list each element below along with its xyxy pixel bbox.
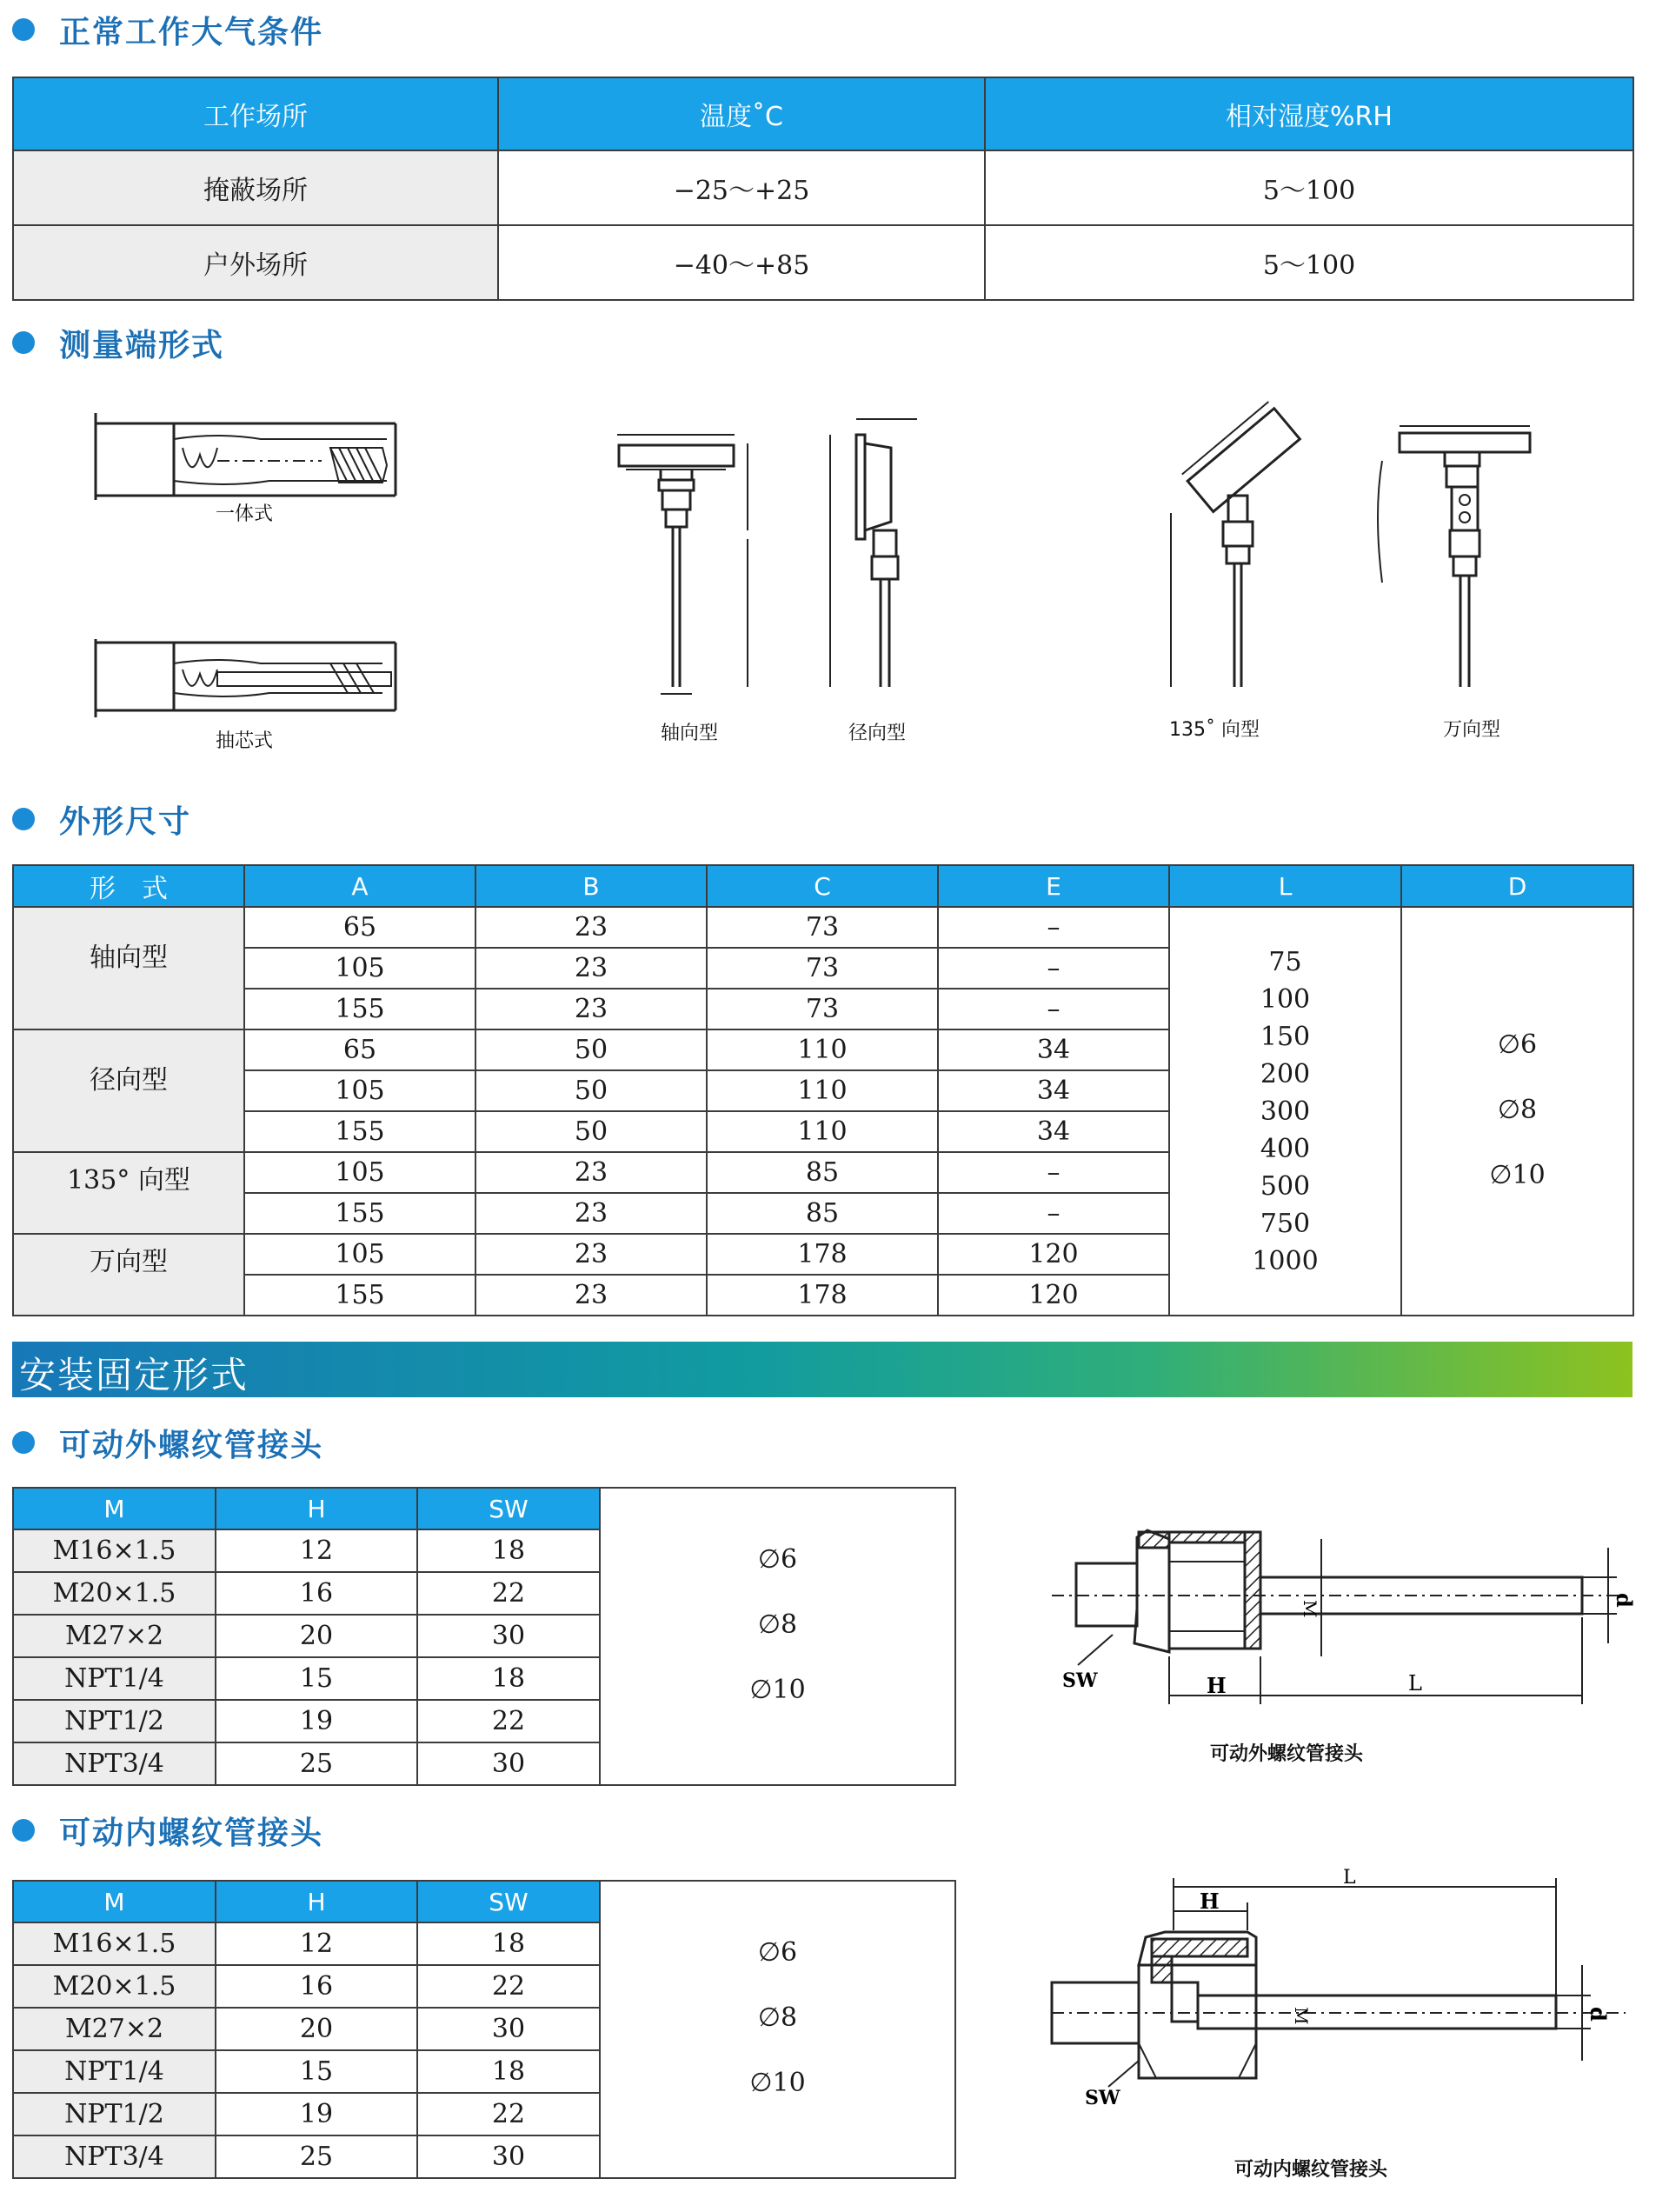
caption-removable: 抽芯式: [216, 730, 274, 752]
d-label: d: [1586, 2007, 1611, 2022]
header-cell: 温度˚C: [498, 77, 985, 150]
table-cell: 34: [938, 1111, 1169, 1152]
table-cell: NPT1/4: [13, 2050, 216, 2093]
table-cell: –: [938, 1193, 1169, 1234]
table-cell: M27×2: [13, 2008, 216, 2050]
table-cell: 22: [417, 2093, 600, 2135]
table-cell: 178: [707, 1275, 938, 1316]
header-cell: SW: [417, 1488, 600, 1529]
universal-type-diagram: [1365, 409, 1565, 704]
l-value: 300: [1260, 1096, 1311, 1127]
table-cell: M16×1.5: [13, 1529, 216, 1572]
caption-radial: 径向型: [848, 723, 907, 744]
table-cell: NPT3/4: [13, 1742, 216, 1785]
l-value: 750: [1260, 1208, 1311, 1239]
table-cell: 105: [244, 948, 475, 989]
group-label: 万向型: [13, 1234, 244, 1316]
table-cell: NPT1/4: [13, 1657, 216, 1700]
dimensions-table: [12, 864, 1634, 1316]
header-cell: 工作场所: [13, 77, 498, 150]
table-cell: 20: [216, 2008, 417, 2050]
section-title: 测量端形式: [59, 327, 225, 363]
group-label: 径向型: [13, 1029, 244, 1152]
section-heading-conditions: [12, 10, 323, 49]
table-cell: 18: [417, 2050, 600, 2093]
table-cell: 22: [417, 1700, 600, 1742]
d-values-cell: [1401, 907, 1633, 1316]
table-cell: 155: [244, 1111, 475, 1152]
d-value: ∅8: [757, 1609, 798, 1640]
h-label: H: [1200, 1889, 1220, 1914]
table-cell: 50: [475, 1029, 707, 1070]
table-cell: 19: [216, 1700, 417, 1742]
section-title: 外形尺寸: [59, 803, 192, 840]
table-cell: 65: [244, 907, 475, 948]
header-cell: H: [216, 1488, 417, 1529]
table-cell: 20: [216, 1615, 417, 1657]
table-cell: M20×1.5: [13, 1965, 216, 2008]
table-cell: 户外场所: [13, 225, 498, 300]
external-thread-table: [12, 1487, 956, 1786]
table-cell: –: [938, 989, 1169, 1029]
table-cell: 5～100: [985, 150, 1633, 225]
l-value: 1000: [1252, 1245, 1319, 1276]
m-label: M: [1291, 2007, 1312, 2025]
table-cell: 12: [216, 1529, 417, 1572]
axial-type-diagram: [608, 426, 756, 704]
removable-core-probe-diagram: [87, 639, 409, 726]
table-cell: 65: [244, 1029, 475, 1070]
table-cell: M16×1.5: [13, 1922, 216, 1965]
table-cell: 12: [216, 1922, 417, 1965]
table-cell: 30: [417, 2008, 600, 2050]
diagram-caption: 可动内螺纹管接头: [1234, 2159, 1388, 2181]
sw-label: SW: [1085, 2087, 1120, 2109]
header-cell: SW: [417, 1881, 600, 1922]
table-cell: 22: [417, 1572, 600, 1615]
l-value: 200: [1260, 1058, 1311, 1089]
install-band: [12, 1342, 1632, 1397]
table-cell: 23: [475, 907, 707, 948]
table-cell: 85: [707, 1152, 938, 1193]
table-cell: 73: [707, 948, 938, 989]
table-cell: 110: [707, 1029, 938, 1070]
section-title: 正常工作大气条件: [59, 14, 324, 50]
angle-135-type-diagram: [1160, 409, 1334, 704]
diagram-caption: 可动外螺纹管接头: [1210, 1743, 1364, 1765]
table-cell: 50: [475, 1070, 707, 1111]
table-cell: 120: [938, 1275, 1169, 1316]
table-cell: 19: [216, 2093, 417, 2135]
table-cell: 110: [707, 1070, 938, 1111]
band-title: 安装固定形式: [19, 1354, 249, 1396]
table-cell: 105: [244, 1152, 475, 1193]
table-cell: 155: [244, 1193, 475, 1234]
external-thread-diagram: [1052, 1513, 1637, 1713]
table-cell: −40～+85: [498, 225, 985, 300]
table-cell: 155: [244, 1275, 475, 1316]
caption-integral: 一体式: [216, 503, 274, 525]
table-cell: 30: [417, 1615, 600, 1657]
table-cell: 5～100: [985, 225, 1633, 300]
m-label: M: [1300, 1600, 1320, 1618]
l-value: 100: [1260, 983, 1311, 1015]
l-value: 400: [1260, 1133, 1311, 1164]
table-cell: 23: [475, 1234, 707, 1275]
internal-thread-diagram: [1052, 1869, 1634, 2130]
d-value: ∅10: [749, 1675, 806, 1705]
table-cell: 178: [707, 1234, 938, 1275]
bullet-icon: [12, 18, 35, 41]
table-cell: NPT1/2: [13, 1700, 216, 1742]
table-cell: 34: [938, 1070, 1169, 1111]
d-label: d: [1612, 1593, 1637, 1608]
table-cell: 30: [417, 2135, 600, 2178]
table-cell: 155: [244, 989, 475, 1029]
table-cell: 23: [475, 948, 707, 989]
header-cell: C: [707, 865, 938, 907]
d-value: ∅6: [1497, 1029, 1538, 1060]
sw-label: SW: [1062, 1669, 1098, 1692]
table-cell: 22: [417, 1965, 600, 2008]
header-cell: B: [475, 865, 707, 907]
header-cell: M: [13, 1488, 216, 1529]
header-cell: H: [216, 1881, 417, 1922]
table-cell: 18: [417, 1529, 600, 1572]
table-cell: 23: [475, 1193, 707, 1234]
header-cell: 形 式: [13, 865, 244, 907]
table-cell: –: [938, 907, 1169, 948]
table-cell: NPT3/4: [13, 2135, 216, 2178]
header-cell: M: [13, 1881, 216, 1922]
conditions-table: [12, 77, 1634, 301]
header-cell: E: [938, 865, 1169, 907]
header-cell: 相对湿度%RH: [985, 77, 1633, 150]
table-cell: 16: [216, 1965, 417, 2008]
table-cell: 15: [216, 1657, 417, 1700]
section-title: 可动内螺纹管接头: [59, 1815, 324, 1851]
table-cell: 85: [707, 1193, 938, 1234]
table-cell: 23: [475, 989, 707, 1029]
table-cell: 50: [475, 1111, 707, 1152]
table-cell: –: [938, 1152, 1169, 1193]
bullet-icon: [12, 1819, 35, 1842]
table-cell: 23: [475, 1152, 707, 1193]
table-cell: 25: [216, 1742, 417, 1785]
section-heading-internal-thread: [12, 1811, 323, 1849]
table-cell: −25～+25: [498, 150, 985, 225]
d-value: ∅6: [757, 1544, 798, 1575]
bullet-icon: [12, 1431, 35, 1454]
l-values-cell: [1169, 907, 1401, 1316]
l-value: 500: [1260, 1170, 1311, 1202]
group-label: 135° 向型: [13, 1152, 244, 1234]
d-value: ∅10: [1489, 1160, 1546, 1190]
table-cell: M27×2: [13, 1615, 216, 1657]
section-heading-probe-types: [12, 323, 224, 362]
table-row: [13, 907, 1633, 948]
internal-thread-table: [12, 1880, 956, 2179]
table-cell: 15: [216, 2050, 417, 2093]
table-cell: 73: [707, 989, 938, 1029]
d-values-cell: [600, 1881, 955, 2178]
table-cell: 掩蔽场所: [13, 150, 498, 225]
section-heading-dimensions: [12, 800, 191, 838]
l-value: 75: [1268, 946, 1302, 977]
table-cell: 18: [417, 1657, 600, 1700]
radial-type-diagram: [821, 400, 934, 704]
d-values-cell: [600, 1488, 955, 1785]
bullet-icon: [12, 331, 35, 354]
d-value: ∅8: [757, 2002, 798, 2033]
table-cell: 25: [216, 2135, 417, 2178]
table-cell: 105: [244, 1234, 475, 1275]
header-cell: L: [1169, 865, 1401, 907]
caption-universal: 万向型: [1443, 719, 1501, 741]
caption-135: 135˚ 向型: [1169, 719, 1260, 741]
table-cell: 120: [938, 1234, 1169, 1275]
table-cell: 34: [938, 1029, 1169, 1070]
table-cell: NPT1/2: [13, 2093, 216, 2135]
integral-probe-diagram: [87, 413, 409, 509]
d-value: ∅8: [1497, 1095, 1538, 1125]
group-label: 轴向型: [13, 907, 244, 1029]
l-value: 150: [1260, 1021, 1311, 1052]
table-cell: –: [938, 948, 1169, 989]
section-title: 可动外螺纹管接头: [59, 1427, 324, 1463]
table-cell: 110: [707, 1111, 938, 1152]
caption-axial: 轴向型: [661, 723, 719, 744]
table-cell: 23: [475, 1275, 707, 1316]
table-cell: M20×1.5: [13, 1572, 216, 1615]
header-cell: D: [1401, 865, 1633, 907]
table-cell: 16: [216, 1572, 417, 1615]
section-heading-external-thread: [12, 1423, 323, 1462]
table-cell: 73: [707, 907, 938, 948]
l-label: L: [1408, 1671, 1422, 1696]
header-cell: A: [244, 865, 475, 907]
table-cell: 18: [417, 1922, 600, 1965]
l-label: L: [1343, 1867, 1356, 1889]
d-value: ∅6: [757, 1937, 798, 1968]
table-cell: 30: [417, 1742, 600, 1785]
d-value: ∅10: [749, 2068, 806, 2098]
bullet-icon: [12, 808, 35, 830]
table-cell: 105: [244, 1070, 475, 1111]
h-label: H: [1207, 1673, 1227, 1698]
